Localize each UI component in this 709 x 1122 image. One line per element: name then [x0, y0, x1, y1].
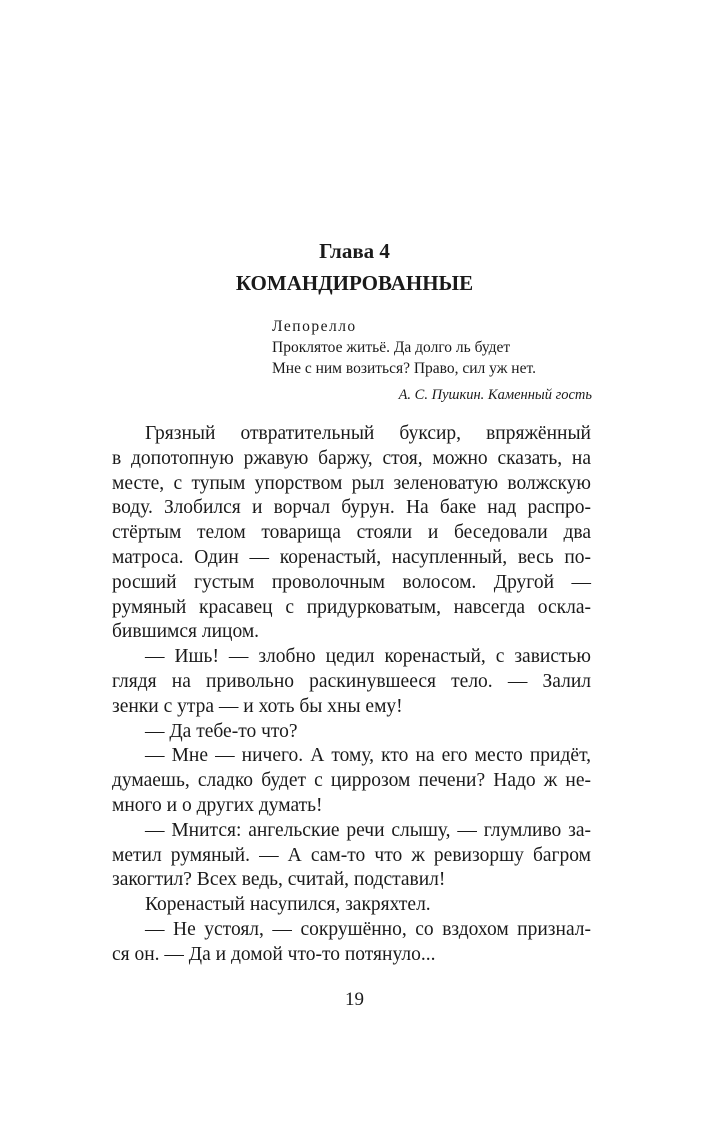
epigraph-speaker: Лепорелло [272, 318, 357, 335]
text-line: воду. Злобился и ворчал бурун. На баке над распро- [112, 497, 591, 519]
body-text [112, 422, 591, 968]
text-line: месте, с тупым упорством рыл зеленоватую волжскую [112, 472, 591, 494]
text-line: матроса. Один — коренастый, насупленный, весь по- [112, 546, 591, 568]
chapter-number: Глава 4 [319, 239, 390, 263]
text-line: Коренастый насупился, закряхтел. [145, 894, 431, 916]
text-line: росший густым проволочным волосом. Другой — [112, 571, 591, 593]
text-line: закогтил? Всех ведь, считай, подставил! [112, 869, 446, 891]
text-line: — Ишь! — злобно цедил коренастый, с завистью [145, 646, 591, 668]
text-line: много и о других думать! [112, 794, 323, 816]
epigraph [272, 316, 592, 406]
text-line: ся он. — Да и домой что-то потянуло... [112, 943, 436, 965]
text-line: — Не устоял, — сокрушённо, со вздохом признал- [145, 918, 591, 940]
epigraph-source: А. С. Пушкин. Каменный гость [398, 387, 592, 403]
text-line: румяный красавец с придурковатым, навсегда оскла- [112, 596, 591, 618]
text-line: стёртым телом товарища стояли и беседовали два [112, 522, 591, 544]
text-line: метил румяный. — А сам-то что ж ревизоршу багром [112, 844, 591, 866]
text-line: — Мне — ничего. А тому, кто на его место придёт, [145, 745, 591, 767]
text-line: — Мнится: ангельские речи слышу, — глумливо за- [145, 819, 591, 841]
chapter-title: КОМАНДИРОВАННЫЕ [235, 271, 474, 295]
text-line: зенки с утра — и хоть бы хны ему! [112, 695, 403, 717]
page-number: 19 [345, 989, 364, 1010]
text-line: Грязный отвратительный буксир, впряжённый [145, 423, 591, 444]
text-line: в допотопную ржавую баржу, стоя, можно сказать, на [112, 447, 591, 469]
text-line: бившимся лицом. [112, 621, 260, 643]
epigraph-line: Проклятое житьё. Да долго ль будет [272, 339, 511, 356]
epigraph-line: Мне с ним возиться? Право, сил уж нет. [272, 360, 536, 377]
text-line: — Да тебе-то что? [145, 720, 298, 742]
text-line: думаешь, сладко будет с циррозом печени? Надо ж не- [112, 770, 591, 792]
text-line: глядя на привольно раскинувшееся тело. — Залил [112, 670, 591, 692]
